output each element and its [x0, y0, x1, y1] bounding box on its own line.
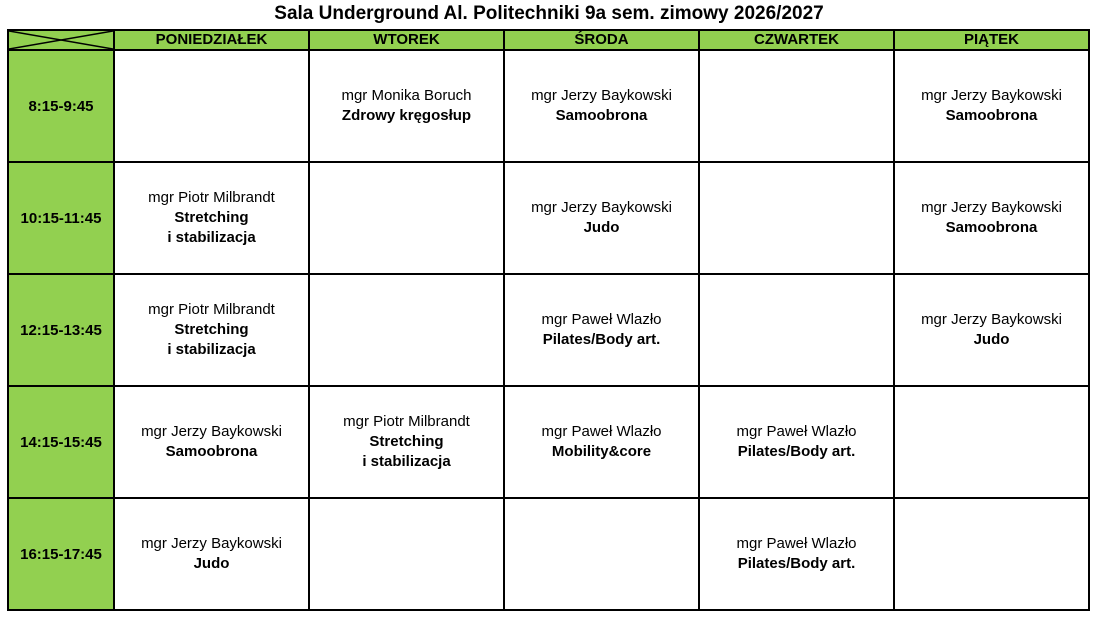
day-header-thursday: CZWARTEK [699, 30, 894, 50]
class-cell [114, 274, 309, 386]
empty-cell [894, 498, 1089, 610]
corner-cell [8, 30, 114, 50]
class-name: Stretching i stabilizacja [167, 321, 256, 358]
class-name: Judo [193, 555, 230, 572]
teacher-name: mgr Paweł Wlazło [736, 423, 857, 440]
class-cell [699, 386, 894, 498]
schedule-title: Sala Underground Al. Politechniki 9a sem. zimowy 2026/2027 [274, 3, 824, 24]
empty-cell [894, 386, 1089, 498]
teacher-name: mgr Piotr Milbrandt [148, 301, 275, 318]
class-name: Judo [973, 331, 1010, 348]
class-name: Pilates/Body art. [737, 555, 856, 572]
class-cell [699, 498, 894, 610]
class-name: Zdrowy kręgosłup [341, 107, 472, 124]
class-cell [504, 274, 699, 386]
class-cell [309, 50, 504, 162]
teacher-name: mgr Paweł Wlazło [541, 423, 662, 440]
teacher-name: mgr Jerzy Baykowski [921, 87, 1062, 104]
time-slot-row [8, 50, 1089, 162]
day-header-monday: PONIEDZIAŁEK [114, 30, 309, 50]
class-name: Pilates/Body art. [542, 331, 661, 348]
empty-cell [309, 498, 504, 610]
day-header-tuesday: WTOREK [309, 30, 504, 50]
class-name: Samoobrona [555, 107, 648, 124]
time-slot-row [8, 162, 1089, 274]
class-cell [114, 386, 309, 498]
day-header-wednesday: ŚRODA [504, 30, 699, 50]
empty-cell [699, 50, 894, 162]
class-cell [894, 50, 1089, 162]
empty-cell [699, 274, 894, 386]
time-slot-label: 10:15-11:45 [8, 162, 114, 274]
time-slot-label: 16:15-17:45 [8, 498, 114, 610]
class-name: Samoobrona [165, 443, 258, 460]
day-header-friday: PIĄTEK [894, 30, 1089, 50]
class-name: Stretching i stabilizacja [167, 209, 256, 246]
teacher-name: mgr Paweł Wlazło [541, 311, 662, 328]
teacher-name: mgr Jerzy Baykowski [141, 535, 282, 552]
time-slot-row [8, 498, 1089, 610]
class-name: Samoobrona [945, 107, 1038, 124]
class-cell [504, 386, 699, 498]
teacher-name: mgr Monika Boruch [341, 87, 472, 104]
schedule-table [7, 29, 1090, 611]
time-slot-label: 14:15-15:45 [8, 386, 114, 498]
time-slot-label: 12:15-13:45 [8, 274, 114, 386]
class-name: Samoobrona [945, 219, 1038, 236]
teacher-name: mgr Piotr Milbrandt [148, 189, 275, 206]
empty-cell [309, 274, 504, 386]
empty-cell [309, 162, 504, 274]
class-cell [114, 162, 309, 274]
class-cell [894, 274, 1089, 386]
class-cell [114, 498, 309, 610]
class-name: Mobility&core [551, 443, 652, 460]
class-cell [894, 162, 1089, 274]
class-name: Stretching i stabilizacja [362, 433, 451, 470]
teacher-name: mgr Paweł Wlazło [736, 535, 857, 552]
empty-cell [699, 162, 894, 274]
time-slot-label: 8:15-9:45 [8, 50, 114, 162]
teacher-name: mgr Jerzy Baykowski [921, 311, 1062, 328]
class-cell [309, 386, 504, 498]
teacher-name: mgr Jerzy Baykowski [531, 87, 672, 104]
class-cell [504, 50, 699, 162]
header-row [8, 30, 1089, 50]
empty-cell [114, 50, 309, 162]
corner-cross-icon [9, 31, 113, 49]
teacher-name: mgr Piotr Milbrandt [343, 413, 470, 430]
teacher-name: mgr Jerzy Baykowski [531, 199, 672, 216]
class-name: Pilates/Body art. [737, 443, 856, 460]
time-slot-row [8, 386, 1089, 498]
class-cell [504, 162, 699, 274]
teacher-name: mgr Jerzy Baykowski [141, 423, 282, 440]
empty-cell [504, 498, 699, 610]
teacher-name: mgr Jerzy Baykowski [921, 199, 1062, 216]
time-slot-row [8, 274, 1089, 386]
class-name: Judo [583, 219, 620, 236]
